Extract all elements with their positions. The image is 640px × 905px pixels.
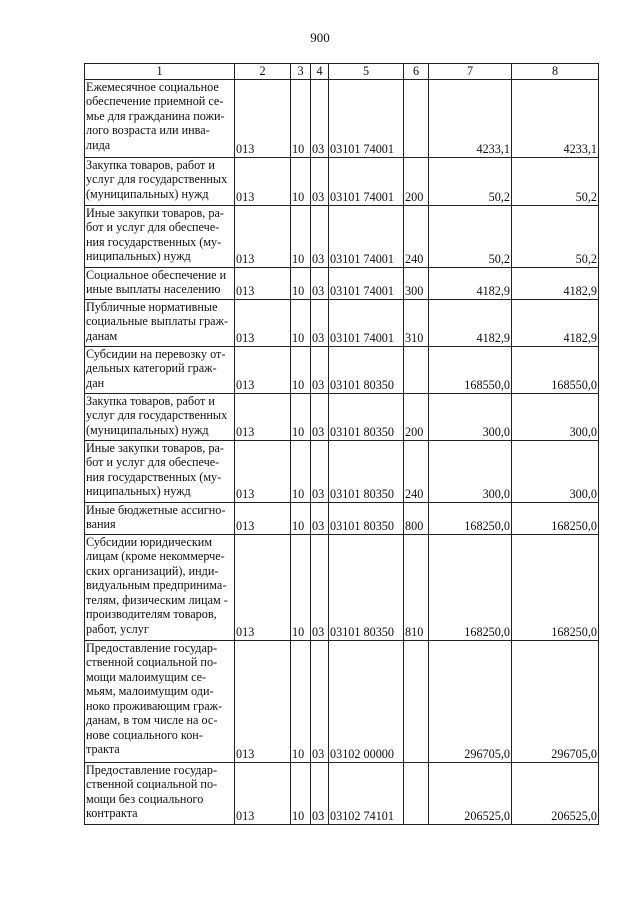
row-name: Закупка товаров, работ и услуг для государственных (муниципальных) нужд	[85, 393, 235, 440]
row-name: Иные бюджетные ассигно-вания	[85, 502, 235, 534]
cell-target-article: 03101 74001	[329, 205, 404, 267]
cell-amount-2: 168250,0	[512, 502, 599, 534]
header-cell: 6	[404, 64, 429, 80]
cell-target-article: 03101 74001	[329, 267, 404, 299]
cell-subsection: 03	[311, 640, 329, 762]
cell-section: 10	[291, 205, 311, 267]
cell-amount-2: 4233,1	[512, 79, 599, 157]
cell-subsection: 03	[311, 393, 329, 440]
cell-amount-1: 50,2	[429, 205, 512, 267]
cell-target-article: 03102 00000	[329, 640, 404, 762]
cell-expense-type: 810	[404, 534, 429, 640]
header-cell: 2	[235, 64, 291, 80]
cell-subsection: 03	[311, 440, 329, 502]
cell-subsection: 03	[311, 157, 329, 205]
header-cell: 7	[429, 64, 512, 80]
cell-amount-1: 4182,9	[429, 267, 512, 299]
cell-section: 10	[291, 267, 311, 299]
cell-expense-type	[404, 346, 429, 393]
cell-section: 10	[291, 440, 311, 502]
cell-target-article: 03101 74001	[329, 79, 404, 157]
table-row	[85, 502, 599, 534]
cell-subsection: 03	[311, 79, 329, 157]
page-number: 900	[310, 30, 330, 45]
cell-expense-type: 300	[404, 267, 429, 299]
cell-amount-2: 4182,9	[512, 299, 599, 346]
cell-subsection: 03	[311, 267, 329, 299]
row-name: Социальное обеспечение и иные выплаты населению	[85, 267, 235, 299]
cell-amount-1: 300,0	[429, 393, 512, 440]
row-name: Публичные нормативные социальные выплаты граж-данам	[85, 299, 235, 346]
cell-ministry-code: 013	[235, 393, 291, 440]
cell-ministry-code: 013	[235, 762, 291, 824]
table-row	[85, 205, 599, 267]
cell-section: 10	[291, 762, 311, 824]
cell-amount-1: 4233,1	[429, 79, 512, 157]
header-cell: 1	[85, 64, 235, 80]
cell-target-article: 03101 80350	[329, 534, 404, 640]
cell-ministry-code: 013	[235, 534, 291, 640]
cell-amount-2: 168550,0	[512, 346, 599, 393]
table-row	[85, 393, 599, 440]
row-name: Ежемесячное социальное обеспечение приемной се-мье для гражданина пожи-лого возраста или инва-лида	[85, 79, 235, 157]
cell-ministry-code: 013	[235, 502, 291, 534]
cell-expense-type: 800	[404, 502, 429, 534]
cell-expense-type: 240	[404, 440, 429, 502]
cell-target-article: 03101 80350	[329, 502, 404, 534]
row-name: Субсидии на перевозку от-дельных категорий граж-дан	[85, 346, 235, 393]
cell-amount-2: 300,0	[512, 393, 599, 440]
cell-subsection: 03	[311, 346, 329, 393]
cell-expense-type: 310	[404, 299, 429, 346]
cell-amount-2: 50,2	[512, 205, 599, 267]
row-name: Предоставление государ-ственной социальной по-мощи без социального контракта	[85, 762, 235, 824]
cell-section: 10	[291, 393, 311, 440]
cell-ministry-code: 013	[235, 299, 291, 346]
table-row	[85, 534, 599, 640]
cell-subsection: 03	[311, 205, 329, 267]
cell-amount-1: 206525,0	[429, 762, 512, 824]
cell-ministry-code: 013	[235, 640, 291, 762]
table-row	[85, 299, 599, 346]
cell-amount-1: 300,0	[429, 440, 512, 502]
header-cell: 4	[311, 64, 329, 80]
row-name: Предоставление государ-ственной социальной по-мощи малоимущим се-мьям, малоимущим оди-ноко проживающим граж-данам, в том числе на ос-нове социального кон-тракта	[85, 640, 235, 762]
cell-ministry-code: 013	[235, 79, 291, 157]
row-name: Закупка товаров, работ и услуг для государственных (муниципальных) нужд	[85, 157, 235, 205]
cell-ministry-code: 013	[235, 205, 291, 267]
cell-target-article: 03101 74001	[329, 157, 404, 205]
cell-section: 10	[291, 299, 311, 346]
cell-amount-1: 296705,0	[429, 640, 512, 762]
cell-ministry-code: 013	[235, 346, 291, 393]
cell-section: 10	[291, 79, 311, 157]
table-row	[85, 346, 599, 393]
cell-section: 10	[291, 534, 311, 640]
cell-expense-type: 200	[404, 157, 429, 205]
cell-expense-type: 200	[404, 393, 429, 440]
table-row	[85, 440, 599, 502]
header-cell: 5	[329, 64, 404, 80]
cell-amount-1: 168550,0	[429, 346, 512, 393]
cell-expense-type	[404, 640, 429, 762]
header-row	[85, 64, 599, 80]
cell-section: 10	[291, 502, 311, 534]
table-row	[85, 157, 599, 205]
budget-table	[84, 63, 599, 825]
row-name: Иные закупки товаров, ра-бот и услуг для обеспече-ния государственных (му-ниципальных) нужд	[85, 440, 235, 502]
cell-subsection: 03	[311, 299, 329, 346]
row-name: Иные закупки товаров, ра-бот и услуг для обеспече-ния государственных (му-ниципальных) нужд	[85, 205, 235, 267]
cell-amount-2: 168250,0	[512, 534, 599, 640]
header-cell: 8	[512, 64, 599, 80]
cell-target-article: 03101 80350	[329, 346, 404, 393]
cell-target-article: 03101 80350	[329, 393, 404, 440]
table-row	[85, 79, 599, 157]
cell-expense-type: 240	[404, 205, 429, 267]
cell-subsection: 03	[311, 502, 329, 534]
table-row	[85, 640, 599, 762]
cell-target-article: 03101 80350	[329, 440, 404, 502]
cell-amount-1: 168250,0	[429, 534, 512, 640]
cell-amount-2: 50,2	[512, 157, 599, 205]
cell-subsection: 03	[311, 762, 329, 824]
cell-ministry-code: 013	[235, 440, 291, 502]
table-row	[85, 267, 599, 299]
cell-section: 10	[291, 346, 311, 393]
cell-section: 10	[291, 157, 311, 205]
cell-section: 10	[291, 640, 311, 762]
cell-amount-2: 206525,0	[512, 762, 599, 824]
cell-amount-1: 50,2	[429, 157, 512, 205]
cell-subsection: 03	[311, 534, 329, 640]
cell-amount-1: 168250,0	[429, 502, 512, 534]
cell-amount-2: 296705,0	[512, 640, 599, 762]
cell-target-article: 03101 74001	[329, 299, 404, 346]
cell-amount-1: 4182,9	[429, 299, 512, 346]
cell-amount-2: 4182,9	[512, 267, 599, 299]
header-cell: 3	[291, 64, 311, 80]
cell-expense-type	[404, 79, 429, 157]
cell-expense-type	[404, 762, 429, 824]
cell-amount-2: 300,0	[512, 440, 599, 502]
cell-target-article: 03102 74101	[329, 762, 404, 824]
row-name: Субсидии юридическим лицам (кроме некоммерче-ских организаций), инди-видуальным предпринима-телям, физическим лицам - производителям товаров, работ, услуг	[85, 534, 235, 640]
table-row	[85, 762, 599, 824]
cell-ministry-code: 013	[235, 157, 291, 205]
cell-ministry-code: 013	[235, 267, 291, 299]
